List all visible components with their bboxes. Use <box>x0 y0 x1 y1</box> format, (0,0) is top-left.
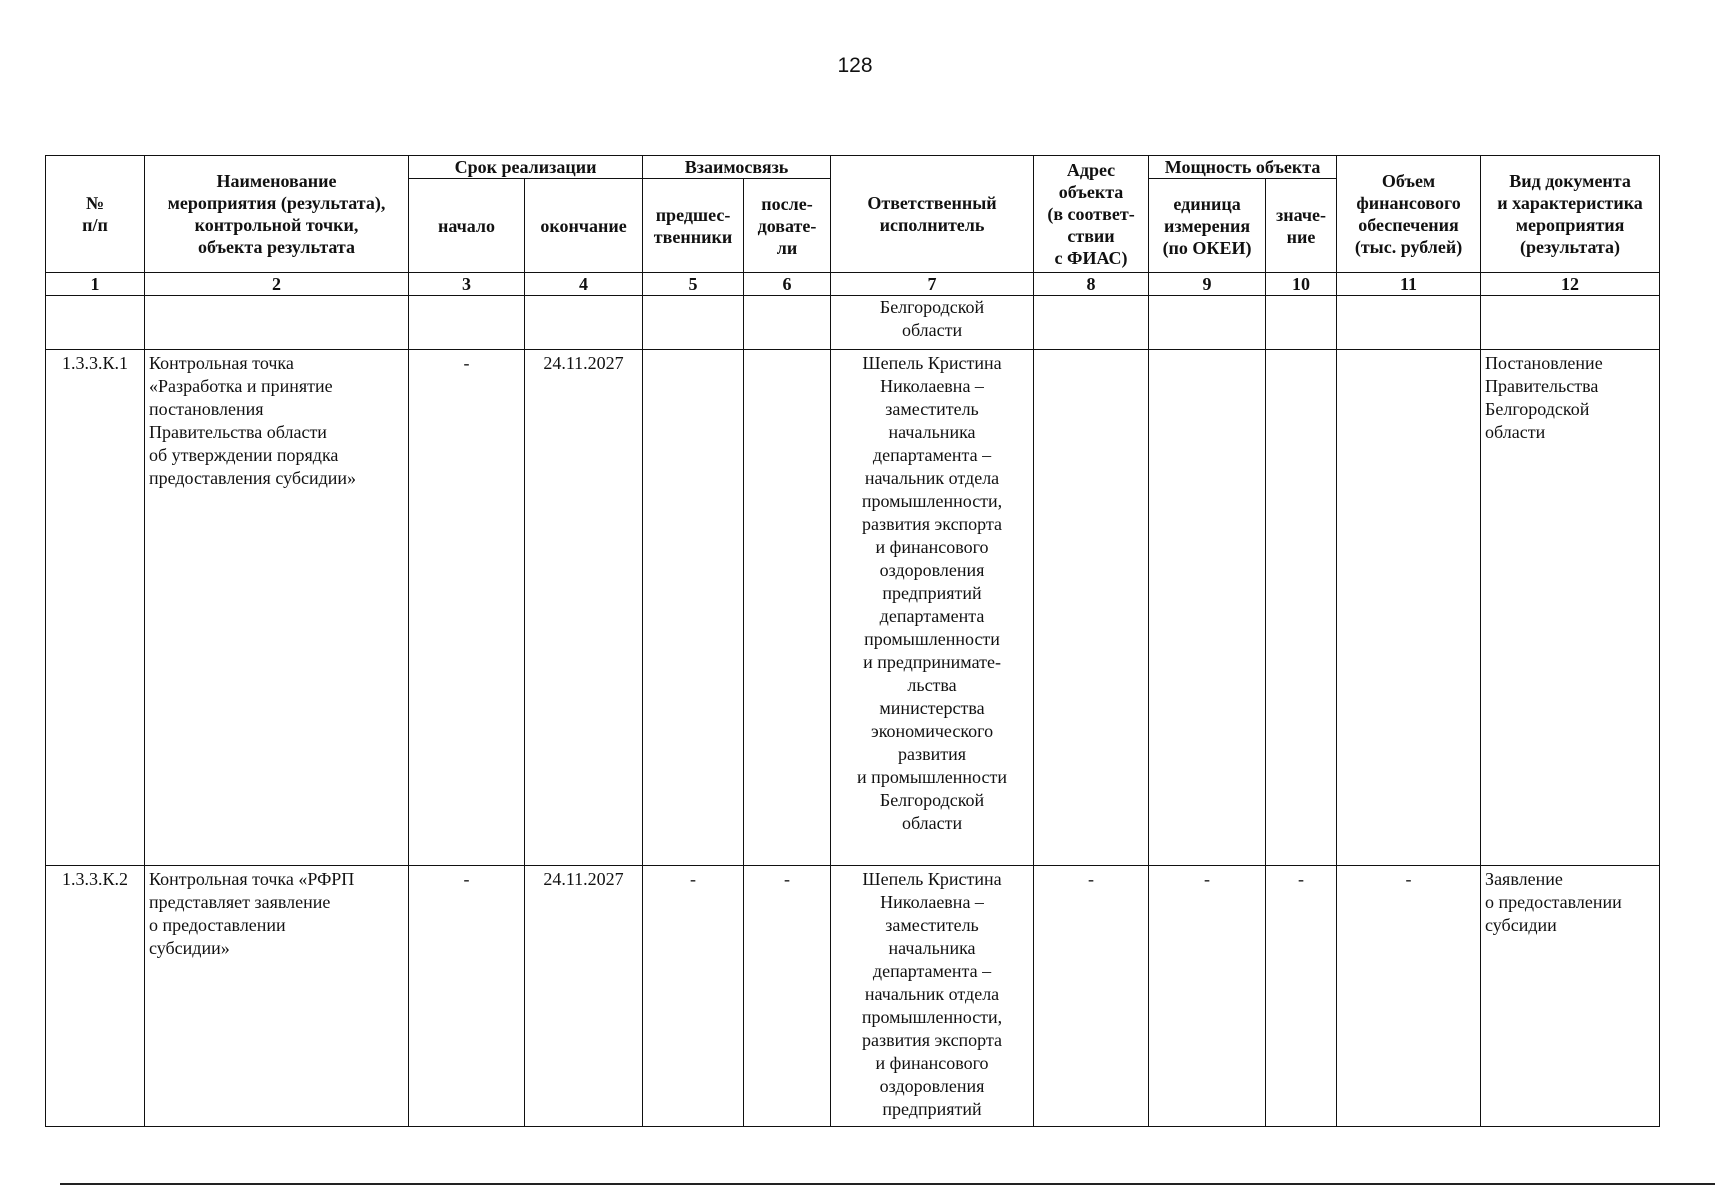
header-num: № п/п <box>46 156 145 273</box>
row-number-cell: 1.3.3.К.1 <box>46 350 145 866</box>
table-row <box>46 866 1660 1127</box>
table-cell <box>744 296 831 350</box>
column-number: 9 <box>1149 273 1266 296</box>
value-cell <box>1266 350 1337 866</box>
table-cell <box>409 296 525 350</box>
header-name: Наименование мероприятия (результата), контрольной точки, объекта результата <box>145 156 409 273</box>
header-responsible: Ответственный исполнитель <box>831 156 1034 273</box>
row-number-cell: 1.3.3.К.2 <box>46 866 145 1127</box>
activity-name-cell: Контрольная точка «РФРП представляет заявление о предоставлении субсидии» <box>145 866 409 1127</box>
finance-cell: - <box>1337 866 1481 1127</box>
table-cell <box>1266 296 1337 350</box>
table-cell <box>46 296 145 350</box>
column-number: 1 <box>46 273 145 296</box>
column-number: 3 <box>409 273 525 296</box>
header-value: значе- ние <box>1266 179 1337 273</box>
header-address: Адрес объекта (в соответ- ствии с ФИАС) <box>1034 156 1149 273</box>
start-cell: - <box>409 350 525 866</box>
table-cell <box>525 296 643 350</box>
document-cell: Заявление о предоставлении субсидии <box>1481 866 1660 1127</box>
header-row-1 <box>46 156 1660 179</box>
successors-cell <box>744 350 831 866</box>
table-row <box>46 350 1660 866</box>
column-number: 5 <box>643 273 744 296</box>
header-predecessors: предшес- твенники <box>643 179 744 273</box>
document-cell: Постановление Правительства Белгородской области <box>1481 350 1660 866</box>
column-number-row <box>46 273 1660 296</box>
column-number: 2 <box>145 273 409 296</box>
header-capacity-group: Мощность объекта <box>1149 156 1337 179</box>
activity-name-cell: Контрольная точка «Разработка и принятие постановления Правительства области об утверждении порядка предоставления субсидии» <box>145 350 409 866</box>
page-number: 128 <box>837 54 873 77</box>
header-link-group: Взаимосвязь <box>643 156 831 179</box>
continuation-row <box>46 296 1660 350</box>
start-cell: - <box>409 866 525 1127</box>
table-cell <box>1481 296 1660 350</box>
column-number: 11 <box>1337 273 1481 296</box>
responsible-cell: Шепель Кристина Николаевна – заместитель начальника департамента – начальник отдела промышленности, развития экспорта и финансового оздоровления предприятий департамента промышленности и предпринимате- льства министерства экономического развития и промышленности Белгородской области <box>831 350 1034 866</box>
unit-cell: - <box>1149 866 1266 1127</box>
table-cell <box>145 296 409 350</box>
header-end: окончание <box>525 179 643 273</box>
responsible-cell: Белгородской области <box>831 296 1034 350</box>
address-cell <box>1034 350 1149 866</box>
successors-cell: - <box>744 866 831 1127</box>
address-cell: - <box>1034 866 1149 1127</box>
header-document: Вид документа и характеристика мероприятия (результата) <box>1481 156 1660 273</box>
column-number: 4 <box>525 273 643 296</box>
end-cell: 24.11.2027 <box>525 866 643 1127</box>
page-bottom-rule <box>60 1183 1715 1185</box>
value-cell: - <box>1266 866 1337 1127</box>
header-start: начало <box>409 179 525 273</box>
header-term-group: Срок реализации <box>409 156 643 179</box>
activities-table <box>45 155 1660 1127</box>
predecessors-cell <box>643 350 744 866</box>
table-cell <box>1149 296 1266 350</box>
header-unit: единица измерения (по ОКЕИ) <box>1149 179 1266 273</box>
responsible-cell: Шепель Кристина Николаевна – заместитель начальника департамента – начальник отдела промышленности, развития экспорта и финансового оздоровления предприятий <box>831 866 1034 1127</box>
table-cell <box>1337 296 1481 350</box>
column-number: 10 <box>1266 273 1337 296</box>
end-cell: 24.11.2027 <box>525 350 643 866</box>
finance-cell <box>1337 350 1481 866</box>
column-number: 8 <box>1034 273 1149 296</box>
table-cell <box>643 296 744 350</box>
header-successors: после- довате- ли <box>744 179 831 273</box>
predecessors-cell: - <box>643 866 744 1127</box>
unit-cell <box>1149 350 1266 866</box>
column-number: 7 <box>831 273 1034 296</box>
header-finance: Объем финансового обеспечения (тыс. рублей) <box>1337 156 1481 273</box>
column-number: 6 <box>744 273 831 296</box>
column-number: 12 <box>1481 273 1660 296</box>
table-cell <box>1034 296 1149 350</box>
